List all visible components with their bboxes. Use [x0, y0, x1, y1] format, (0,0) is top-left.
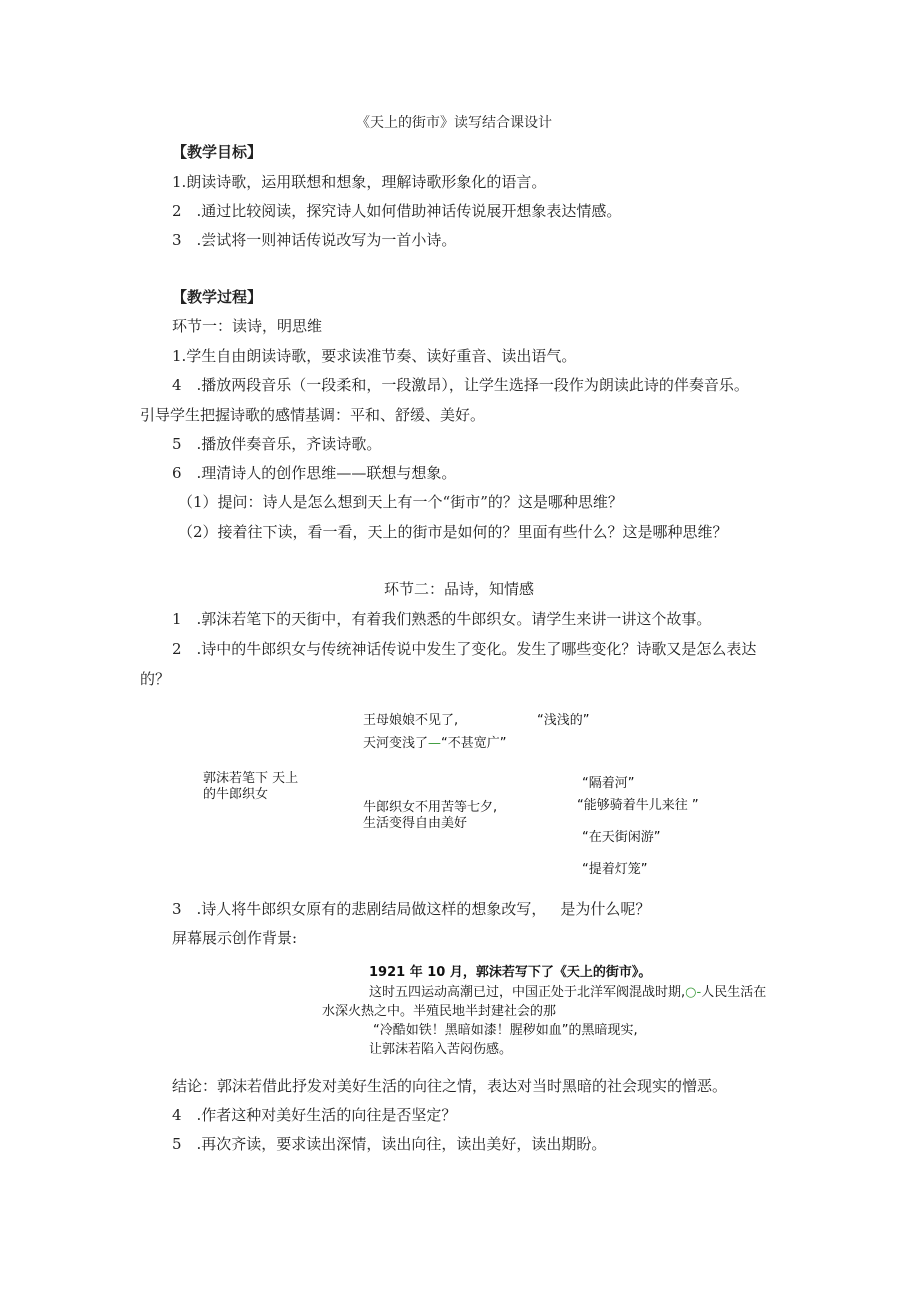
conclusion: 结论：郭沫若借此抒发对美好生活的向往之情，表达对当时黑暗的社会现实的憎恶。: [172, 1077, 728, 1095]
process-heading: 【教学过程】: [172, 288, 263, 306]
diagram-mid-top-2-quote: “不甚宽广”: [441, 736, 507, 751]
diagram-mid-bottom-2: 生活变得自由美好: [363, 816, 468, 831]
diagram-right-2: “能够骑着牛儿来往 ”: [577, 798, 699, 813]
section1-sub-2: （2）接着往下读，看一看，天上的街市是如何的？里面有些什么？这是哪种思维？: [178, 523, 728, 541]
section1-item-4-line1: 4 .播放两段音乐（一段柔和，一段激昂），让学生选择一段作为朗读此诗的伴奏音乐。: [172, 376, 749, 394]
section1-item-5: 5 .播放伴奏音乐，齐读诗歌。: [172, 435, 382, 453]
section2-item-5: 5 .再次齐读，要求读出深情，读出向往，读出美好，读出期盼。: [172, 1135, 607, 1153]
section1-title: 环节一：读诗，明思维: [172, 317, 323, 335]
section2-item-4: 4 .作者这种对美好生活的向往是否坚定？: [172, 1106, 457, 1124]
section2-item-3-part1: 3 .诗人将牛郎织女原有的悲剧结局做这样的想象改写，: [172, 900, 547, 918]
background-line-5: 让郭沫若陷入苦闷伤感。: [369, 1042, 513, 1057]
section2-item-2-line1: 2 .诗中的牛郎织女与传统神话传说中发生了变化。发生了哪些变化？诗歌又是怎么表达: [172, 640, 757, 658]
section1-item-4-line2: 引导学生把握诗歌的感情基调：平和、舒缓、美好。: [140, 406, 486, 424]
diagram-connector-dash: —: [428, 736, 442, 751]
diagram-right-4: “提着灯笼”: [582, 862, 648, 877]
background-line-4: “冷酷如铁！黑暗如漆！腥秽如血”的黑暗现实,: [373, 1023, 638, 1038]
goals-heading: 【教学目标】: [172, 143, 263, 161]
section2-item-3-part2: 是为什么呢？: [560, 900, 651, 918]
section2-item-3: [172, 899, 650, 919]
section2-title: 环节二：品诗，知情感: [384, 580, 535, 598]
goal-item-1: 1.朗读诗歌，运用联想和想象，理解诗歌形象化的语言。: [172, 173, 547, 191]
background-line-1: 1921 年 10 月，郭沫若写下了《天上的街市》。: [369, 965, 652, 980]
background-line-2-end: 人民生活在: [701, 985, 767, 1000]
background-line-2-text: 这时五四运动高潮已过，中国正处于北洋军阀混战时期,: [369, 985, 686, 1000]
diagram-quote-shallow: “浅浅的”: [537, 713, 590, 728]
background-mark: ○-: [685, 985, 702, 1000]
diagram-mid-top-1: 王母娘娘不见了,: [363, 713, 459, 728]
section1-item-6: 6 .理清诗人的创作思维——联想与想象。: [172, 464, 457, 482]
section1-item-1: 1.学生自由朗读诗歌，要求读准节奏、读好重音、读出语气。: [172, 347, 577, 365]
diagram-right-1: “隔着河”: [582, 776, 635, 791]
section1-sub-1: （1）提问：诗人是怎么想到天上有一个“街市”的？这是哪种思维？: [178, 493, 623, 511]
background-line-2: [369, 984, 766, 1001]
diagram-mid-bottom-1: 牛郎织女不用苦等七夕,: [363, 800, 498, 815]
page-title: 《天上的街市》读写结合课设计: [356, 115, 552, 131]
diagram-right-3: “在天街闲游”: [582, 830, 661, 845]
background-line-3: 水深火热之中。半殖民地半封建社会的那: [322, 1004, 557, 1019]
goal-item-2: 2 .通过比较阅读，探究诗人如何借助神话传说展开想象表达情感。: [172, 202, 622, 220]
goal-item-3: 3 .尝试将一则神话传说改写为一首小诗。: [172, 231, 457, 249]
diagram-left-line-2: 的牛郎织女: [203, 787, 269, 802]
screen-label: 屏幕展示创作背景:: [172, 929, 298, 947]
section2-item-2-line2: 的？: [140, 670, 171, 688]
section2-item-1: 1 .郭沫若笔下的天街中，有着我们熟悉的牛郎织女。请学生来讲一讲这个故事。: [172, 610, 712, 628]
diagram-mid-top-2-text: 天河变浅了: [363, 736, 429, 751]
diagram-left-line-1: 郭沫若笔下 天上: [203, 771, 299, 786]
diagram-mid-top-2: [363, 735, 507, 752]
